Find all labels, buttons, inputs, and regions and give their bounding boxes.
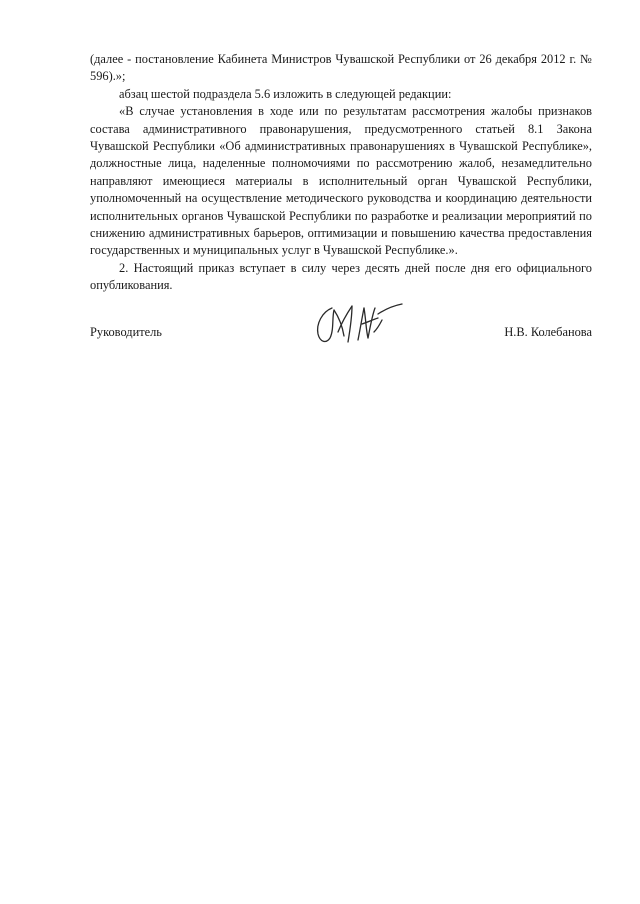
handwritten-signature-icon [312,302,407,346]
document-body [90,51,592,295]
paragraph-reference-note: (далее - постановление Кабинета Министров Чувашской Республики от 26 декабря 2012 г. № 596).»; [90,52,592,84]
paragraph-amendment-intro: абзац шестой подраздела 5.6 изложить в следующей редакции: [119,86,452,101]
signatory-title: Руководитель [90,325,162,339]
signatory-name: Н.В. Колебанова [504,325,592,339]
paragraph-effective-date: 2. Настоящий приказ вступает в силу через десять дней после дня его официального опубликования. [90,260,592,293]
paragraph-amendment-text: «В случае установления в ходе или по результатам рассмотрения жалобы признаков состава административного правонарушения, предусмотренного статьей 8.1 Закона Чувашской Республики «Об административных правонарушениях в Чувашской Республике», должностные лица, наделенные полномочиями по рассмотрению жалоб, незамедлительно направляют имеющиеся материалы в исполнительный орган Чувашской Республики, уполномоченный на осуществление методического руководства и координацию деятельности исполнительных органов Чувашской Республики по разработке и реализации мероприятий по снижению административных барьеров, оптимизации и повышению качества предоставления государственных и муниципальных услуг в Чувашской Республике.». [90,104,592,258]
signature-block [90,302,592,352]
